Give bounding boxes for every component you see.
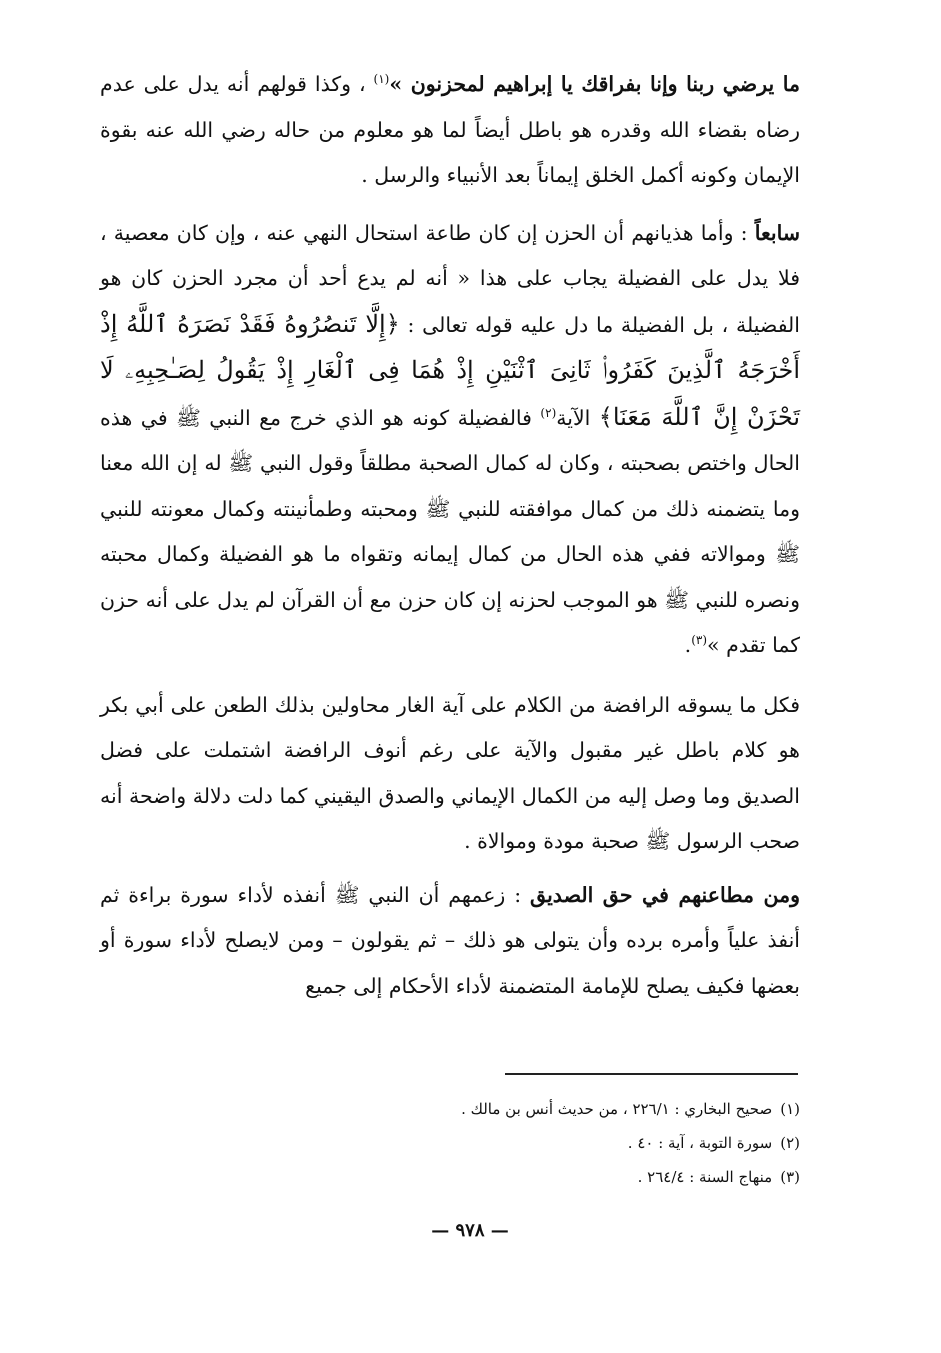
footnote-ref: (١) bbox=[373, 72, 390, 87]
paragraph-text: فالفضيلة كونه هو الذي خرج مع النبي ﷺ في هذه الحال واختص بصحبته ، وكان له كمال الصحبة مطلقاً وقول النبي ﷺ له إن الله معنا وما يتضمنه ذلك من كمال موافقته للنبي ﷺ ومحبته وطمأنينته وكمال معونته للنبي ﷺ وموالاته ففي هذه الحال من كمال إيمانه وتقواه ما هو الفضيلة وكمال محبته ونصره للنبي ﷺ هو الموجب لحزنه إن كان حزن مع أن القرآن لم يدل على أنه حزن كما تقدم » bbox=[100, 405, 800, 657]
footnote-text: صحيح البخاري : ٢٢٦/١ ، من حديث أنس بن مالك . bbox=[461, 1100, 773, 1118]
page-number: — ٩٧٨ — bbox=[431, 1220, 509, 1241]
main-text bbox=[100, 62, 800, 1009]
footnote-number: (١) bbox=[780, 1100, 800, 1118]
footnote-number: (٢) bbox=[780, 1134, 800, 1152]
footnote-ref: (٣) bbox=[691, 633, 708, 648]
footnote-text: منهاج السنة : ٢٦٤/٤ . bbox=[637, 1168, 773, 1186]
footnote-divider bbox=[505, 1073, 798, 1075]
quran-verse: ﴿إِلَّا تَنصُرُوهُ فَقَدْ نَصَرَهُ ٱللَّهُ إِذْ أَخْرَجَهُ ٱلَّذِينَ كَفَرُوا۟ ثَانِىَ ٱثْنَيْنِ إِذْ هُمَا فِى ٱلْغَارِ إِذْ يَقُولُ لِصَـٰحِبِهِۦ لَا تَحْزَنْ إِنَّ ٱللَّهَ مَعَنَا﴾ bbox=[100, 309, 800, 431]
paragraph-lead: سابعاً bbox=[754, 220, 800, 245]
paragraph-text: فكل ما يسوقه الرافضة من الكلام على آية الغار محاولين بذلك الطعن على أبي بكر هو كلام باطل غير مقبول والآية على رغم أنوف الرافضة اشتملت على فضل الصديق وما وصل إليه من الكمال الإيماني والصدق اليقيني كما دلت دلالة واضحة أنه صحب الرسول ﷺ صحبة مودة وموالاة . bbox=[100, 692, 800, 853]
paragraph-text: الآية bbox=[556, 405, 599, 430]
paragraph-text: ، وكذا قولهم أنه يدل على عدم رضاه بقضاء الله وقدره هو باطل أيضاً لما هو معلوم من حاله رضي الله عنه بقوة الإيمان وكونه أكمل الخلق إيماناً بعد الأنبياء والرسل . bbox=[100, 72, 800, 187]
footnotes bbox=[330, 1092, 800, 1194]
bold-quote: ما يرضي ربنا وإنا بفراقك يا إبراهيم لمحزنون » bbox=[389, 72, 800, 96]
paragraph bbox=[100, 873, 800, 1010]
footnote bbox=[330, 1126, 800, 1160]
footnote-number: (٣) bbox=[780, 1168, 800, 1186]
paragraph-end: . bbox=[684, 633, 692, 657]
paragraph bbox=[100, 62, 800, 199]
paragraph-text: : زعمهم أن النبي ﷺ أنفذه لأداء سورة براءة ثم أنفذ علياً وأمره برده وأن يتولى هو ذلك – ثم يقولون – ومن لايصلح لأداء سورة أو بعضها فكيف يصلح للإمامة المتضمنة لأداء الأحكام إلى جميع bbox=[100, 882, 800, 998]
footnote bbox=[330, 1092, 800, 1126]
paragraph bbox=[100, 211, 800, 669]
paragraph-lead: ومن مطاعنهم في حق الصديق bbox=[530, 882, 800, 907]
footnote-ref: (٢) bbox=[540, 405, 557, 420]
paragraph bbox=[100, 683, 800, 865]
paragraph-text: : وأما هذيانهم أن الحزن إن كان طاعة استحال النهي عنه ، وإن كان معصية ، فلا يدل على الفضيلة يجاب على هذا « أنه لم يدع أحد أن مجرد الحزن كان هو الفضيلة ، بل الفضيلة ما دل عليه قوله تعالى : bbox=[100, 220, 801, 337]
footnote-text: سورة التوبة ، آية : ٤٠ . bbox=[627, 1134, 773, 1152]
footnote bbox=[330, 1160, 800, 1194]
